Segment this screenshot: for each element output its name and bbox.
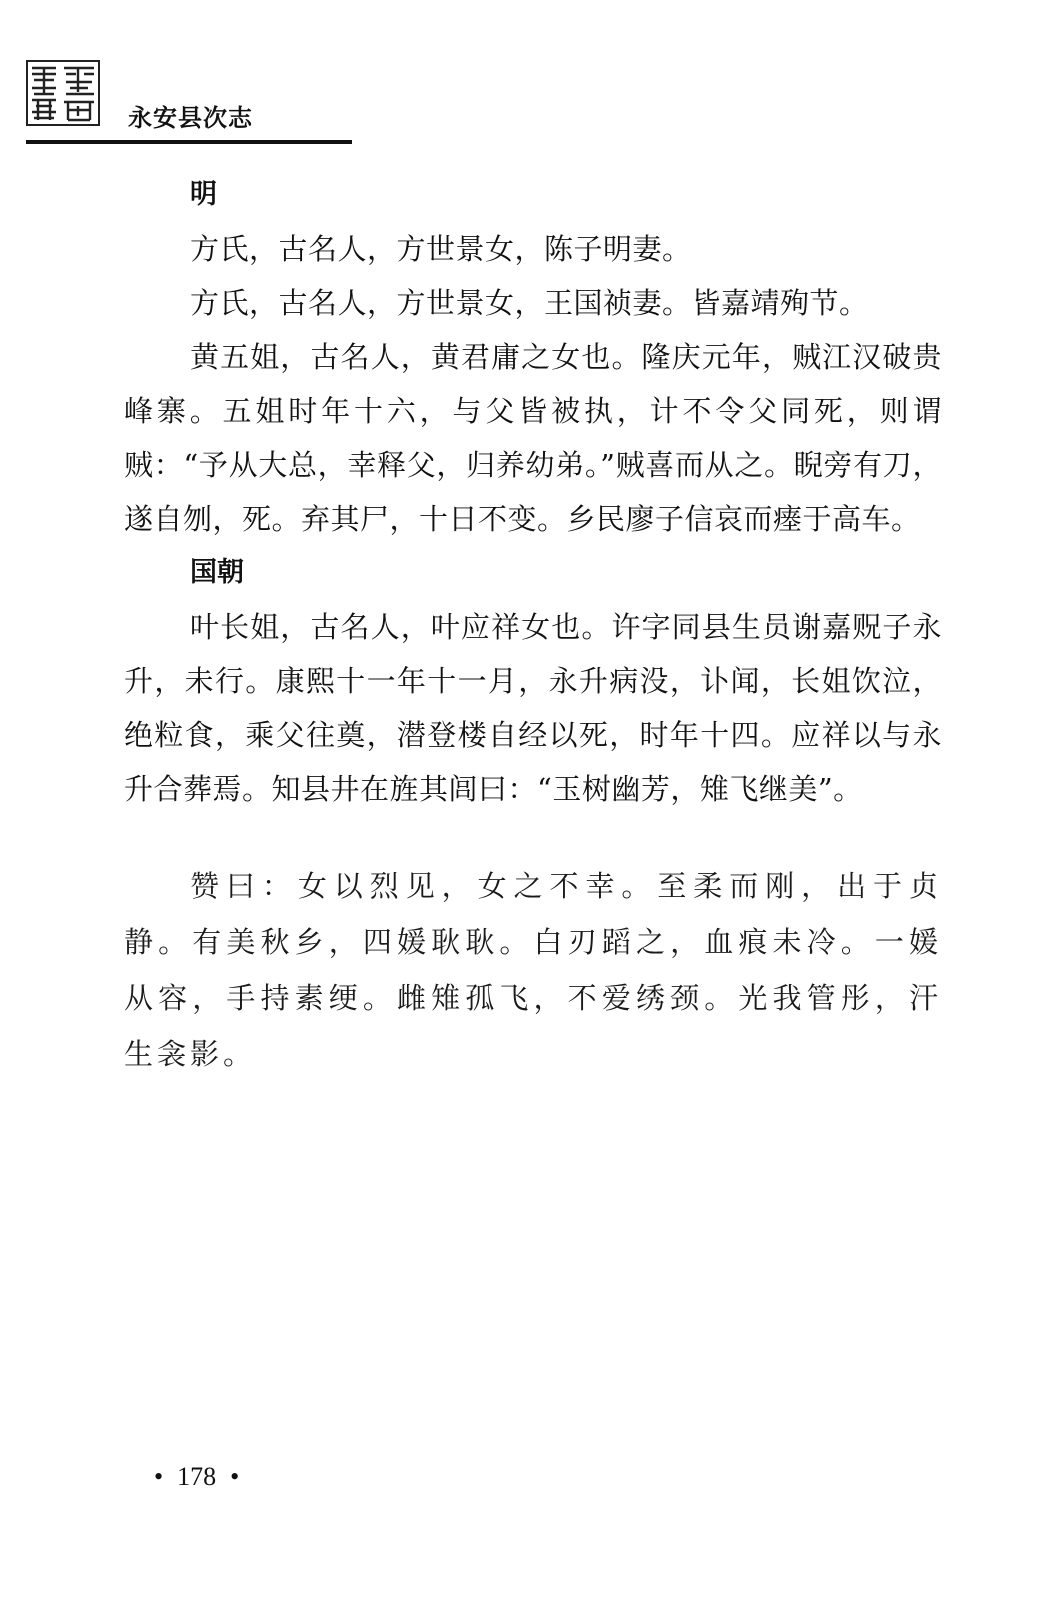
page-number-value: 178	[177, 1462, 217, 1491]
paragraph: 黄五姐，古名人，黄君庸之女也。隆庆元年，贼江汉破贵峰寨。五姐时年十六，与父皆被执，计不令父同死，则谓贼：“予从大总，幸释父，归养幼弟。”贼喜而从之。睨旁有刀，遂自刎，死。弃其尸，十日不变。乡民廖子信哀而瘗于高车。	[124, 340, 942, 536]
seal-logo-icon	[26, 60, 100, 126]
bullet-icon: •	[230, 1462, 240, 1491]
paragraph: 叶长姐，古名人，叶应祥女也。许字同县生员谢嘉贶子永升，未行。康熙十一年十一月，永升病没，讣闻，长姐饮泣，绝粒食，乘父往奠，潜登楼自经以死，时年十四。应祥以与永升合葬焉。知县井在旌其闾曰：“玉树幽芳，雉飞继美”。	[124, 610, 942, 806]
section-heading-guochao: 国朝	[190, 557, 244, 588]
header-rule	[26, 140, 352, 144]
bullet-icon: •	[154, 1462, 164, 1491]
paragraph: 方氏，古名人，方世景女，王国祯妻。皆嘉靖殉节。	[190, 286, 869, 320]
main-content	[124, 168, 942, 816]
paragraph: 方氏，古名人，方世景女，陈子明妻。	[190, 232, 692, 266]
running-header-title: 永安县次志	[128, 104, 253, 132]
zan-eulogy: 赞曰：女以烈见，女之不幸。至柔而刚，出于贞静。有美秋乡，四媛耿耿。白刃蹈之，血痕未冷。一媛从容，手持素绠。雌雉孤飞，不爱绣颈。光我管彤，汗生衾影。	[124, 869, 942, 1071]
section-heading-ming: 明	[190, 179, 217, 210]
page-number	[140, 1462, 253, 1492]
